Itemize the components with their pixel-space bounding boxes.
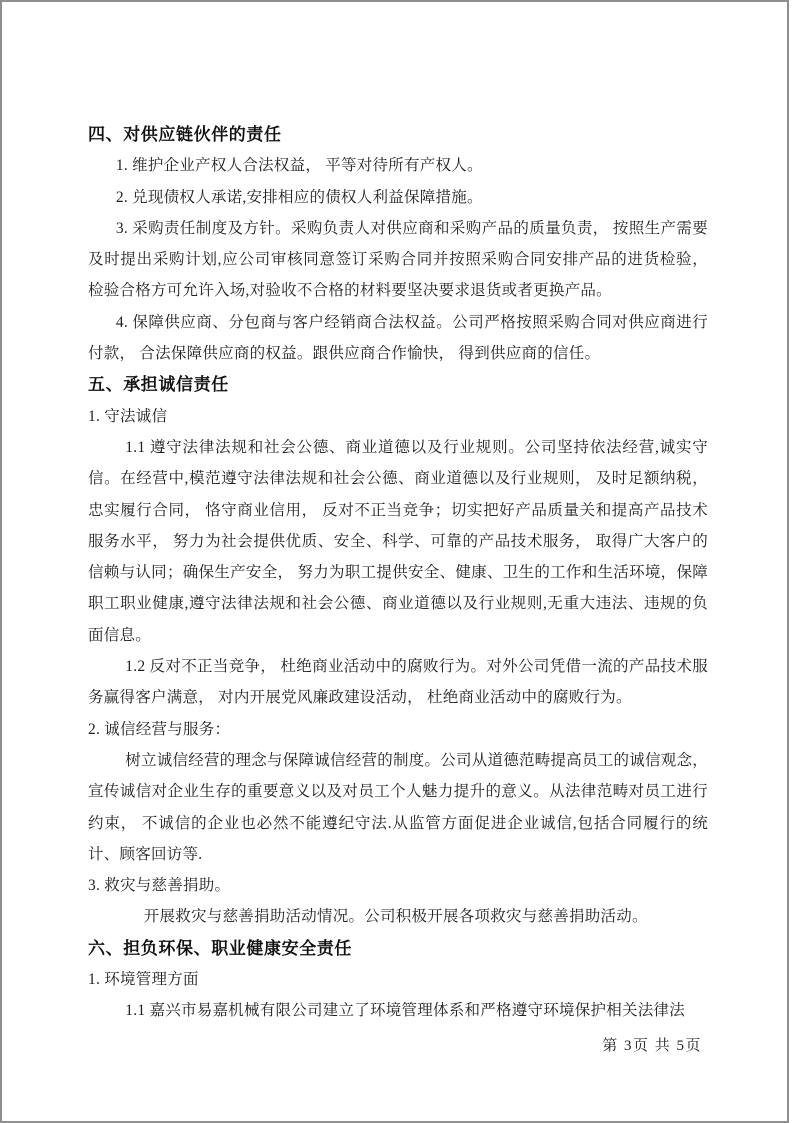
body-paragraph: 2. 兑现债权人承诺,安排相应的债权人利益保障措施。 [115,188,483,206]
document-body [88,119,708,1027]
section-heading: 五、承担诚信责任 [88,375,229,395]
body-paragraph: 1. 环境管理方面 [88,971,199,989]
page-number: 第 3页 共 5页 [602,1038,702,1054]
body-paragraph: 树立诚信经营的理念与保障诚信经营的制度。公司从道德范畴提高员工的诚信观念，宣传诚信对企业生存的重要意义以及对员工个人魅力提升的意义。从法律范畴对员工进行约束， 不诚信的企业也必然不能遵纪守法.从监管方面促进企业诚信,包括合同履行的统计、顾客回访等. [88,751,708,863]
body-paragraph: 1.2 反对不正当竞争， 杜绝商业活动中的腐败行为。对外公司凭借一流的产品技术服务赢得客户满意， 对内开展党风廉政建设活动， 杜绝商业活动中的腐败行为。 [88,658,708,707]
section-heading: 四、对供应链伙伴的责任 [88,125,282,144]
body-paragraph: 3. 救灾与慈善捐助。 [88,877,231,895]
section-heading: 六、担负环保、职业健康安全责任 [88,938,352,958]
body-paragraph: 3. 采购责任制度及方针。采购负责人对供应商和采购产品的质量负责， 按照生产需要及时提出采购计划,应公司审核同意签订采购合同并按照采购合同安排产品的进货检验， 检验合格方可允许入场,对验收不合格的材料要坚决要求退货或者更换产品。 [88,219,708,300]
body-paragraph: 1. 守法诚信 [88,407,168,425]
body-paragraph: 1. 维护企业产权人合法权益， 平等对待所有产权人。 [115,157,483,175]
body-paragraph: 4. 保障供应商、分包商与客户经销商合法权益。公司严格按照采购合同对供应商进行付款， 合法保障供应商的权益。跟供应商合作愉快， 得到供应商的信任。 [88,313,708,363]
body-paragraph: 2. 诚信经营与服务： [88,720,231,738]
body-paragraph: 开展救灾与慈善捐助活动情况。公司积极开展各项救灾与慈善捐助活动。 [143,908,648,926]
body-paragraph: 1.1 遵守法律法规和社会公德、商业道德以及行业规则。公司坚持依法经营,诚实守信。在经营中,模范遵守法律法规和社会公德、商业道德以及行业规则， 及时足额纳税，忠实履行合同， 恪守商业信用， 反对不正当竞争；切实把好产品质量关和提高产品技术服务水平， 努力为社会提供优质、安全、科学、可靠的产品技术服务， 取得广大客户的信赖与认同；确保生产安全， 努力为职工提供安全、健康、卫生的工作和生活环境，保障职工职业健康,遵守法律法规和社会公德、商业道德以及行业规则,无重大违法、违规的负面信息。 [88,438,708,644]
body-paragraph: 1.1 嘉兴市易嘉机械有限公司建立了环境管理体系和严格遵守环境保护相关法律法 [125,1002,685,1020]
